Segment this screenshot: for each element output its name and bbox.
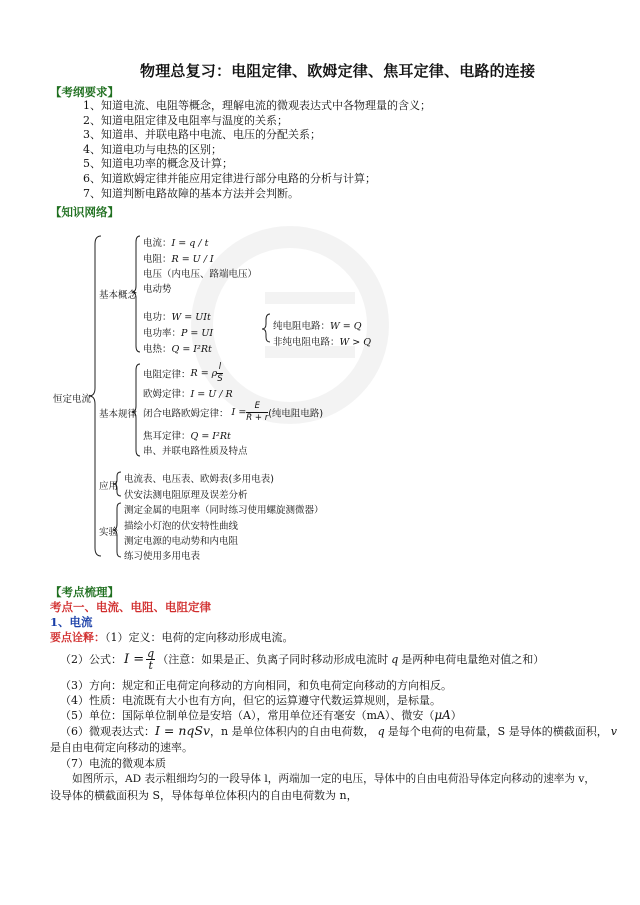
unit-line: （5）单位：国际单位制单位是安培（A），常用单位还有毫安（mA）、微安（μA） bbox=[60, 708, 462, 722]
page-title: 物理总复习：电阻定律、欧姆定律、焦耳定律、电路的连接 bbox=[140, 62, 536, 80]
requirement-item: 2、知道电阻定律及电阻率与温度的关系； bbox=[83, 113, 288, 127]
paragraph-line: 如图所示，AD 表示粗细均匀的一段导体 l，两端加一定的电压，导体中的自由电荷沿导体定向移动的速率为 v， bbox=[72, 773, 595, 785]
paragraph-line: 设导体的横截面积为 S，导体每单位体积内的自由电荷数为 n， bbox=[50, 789, 358, 802]
experiment-item: 描绘小灯泡的伏安特性曲线 bbox=[124, 521, 239, 532]
concept-emf: 电动势 bbox=[143, 284, 172, 295]
section-exam-requirements: 【考纲要求】 bbox=[50, 85, 119, 99]
application-item: 电流表、电压表、欧姆表(多用电表) bbox=[124, 474, 274, 485]
concept-voltage: 电压（内电压、路端电压） bbox=[143, 269, 258, 280]
requirement-item: 7、知道判断电路故障的基本方法并会判断。 bbox=[83, 186, 299, 200]
requirement-item: 5、知道电功率的概念及计算； bbox=[83, 157, 233, 171]
experiment-item: 测定电源的电动势和内电阻 bbox=[124, 536, 239, 547]
node-basic-concepts: 基本概念 bbox=[99, 290, 138, 301]
concept-power: 电功率：P = UI bbox=[143, 328, 214, 339]
concept-current: 电流：I = q / t bbox=[143, 238, 209, 249]
node-basic-laws: 基本规律 bbox=[99, 409, 138, 420]
law-ohm: 欧姆定律：I = U / R bbox=[143, 389, 233, 400]
experiment-item: 练习使用多用电表 bbox=[124, 551, 201, 562]
requirement-item: 1、知道电流、电阻等概念，理解电流的微观表达式中各物理量的含义； bbox=[83, 99, 431, 112]
law-joule: 焦耳定律：Q = I²Rt bbox=[143, 431, 231, 442]
mindmap-root: 恒定电流 bbox=[53, 394, 92, 405]
law-closed-circuit: 闭合电路欧姆定律： I = $\frac{E}{R + r}$ (纯电阻电路) bbox=[143, 401, 324, 423]
node-experiment: 实验 bbox=[99, 527, 119, 538]
node-application: 应用 bbox=[99, 481, 119, 492]
section-knowledge-network: 【知识网络】 bbox=[50, 205, 119, 219]
direction-line: （3）方向：规定和正电荷定向移动的方向相同，和负电荷定向移动的方向相反。 bbox=[60, 679, 452, 692]
nature-line: （4）性质：电流既有大小也有方向，但它的运算遵守代数运算规则，是标量。 bbox=[60, 694, 441, 707]
concept-pure-circuit: 纯电阻电路：W = Q bbox=[273, 321, 362, 332]
brace-work bbox=[262, 314, 270, 342]
micro-expression-line: （6）微观表达式：I = nqSv，n 是单位体积内的自由电荷数， q 是每个电荷的电荷量，S 是导体的横截面积， v bbox=[60, 723, 617, 738]
concept-resistance: 电阻：R = U / I bbox=[143, 254, 214, 265]
definition-line: 要点诠释：（1）定义：电荷的定向移动形成电流。 bbox=[50, 631, 294, 644]
topic-heading: 考点一、电流、电阻、电阻定律 bbox=[50, 600, 211, 614]
law-resistance: 电阻定律：R = ρ $\frac{l}{S}$ bbox=[143, 362, 223, 384]
requirement-item: 4、知道电功与电热的区别； bbox=[83, 142, 222, 156]
requirement-item: 6、知道欧姆定律并能应用定律进行部分电路的分析与计算； bbox=[83, 171, 376, 185]
subtopic-heading: 1、电流 bbox=[50, 615, 93, 629]
experiment-item: 测定金属的电阻率（同时练习使用螺旋测微器） bbox=[124, 505, 324, 516]
micro-expression-line-2: 是自由电荷定向移动的速率。 bbox=[50, 741, 193, 754]
concept-heat: 电热：Q = I²Rt bbox=[143, 344, 212, 355]
law-series-parallel: 串、并联电路性质及特点 bbox=[143, 446, 248, 457]
concept-work: 电功：W = UIt bbox=[143, 312, 211, 323]
requirement-item: 3、知道串、并联电路中电流、电压的分配关系； bbox=[83, 128, 321, 142]
formula-line: （2）公式： I = $\frac{q}{t}$ （注意：如果是正、负离子同时移动形成电流时 q 是两种电荷电量绝对值之和） bbox=[60, 646, 545, 672]
application-item: 伏安法测电阻原理及误差分析 bbox=[124, 490, 248, 501]
essence-line: （7）电流的微观本质 bbox=[60, 757, 166, 770]
concept-nonpure-circuit: 非纯电阻电路：W > Q bbox=[273, 337, 372, 348]
section-key-points: 【考点梳理】 bbox=[50, 585, 119, 599]
